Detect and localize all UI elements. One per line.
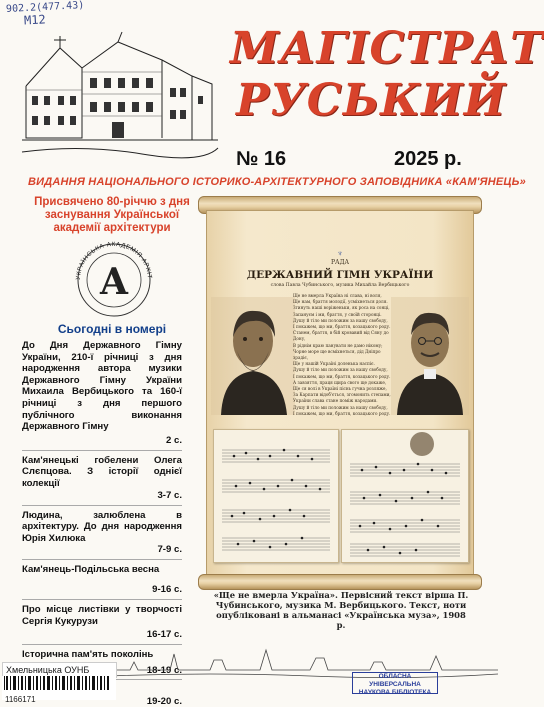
building-sketch: [22, 28, 218, 160]
anthem-line: Ще не вмерла Україна ні слава, ні воля,: [293, 293, 382, 298]
toc-heading: Сьогодні в номері: [57, 322, 167, 336]
toc-item-pages: 9-16 с.: [152, 583, 182, 595]
toc-item-title: Кам'янець-Подільська весна: [22, 564, 160, 576]
publisher-subtitle: ВИДАННЯ НАЦІОНАЛЬНОГО ІСТОРИКО-АРХІТЕКТУРНОГО ЗАПОВІДНИКА «КАМ'ЯНЕЦЬ»: [28, 176, 526, 188]
anthem-line: Ще ся волі в Україні піснь гучна розляже,: [293, 386, 387, 392]
anthem-line: В ріднім краю панувати не дамо нікому;: [293, 342, 383, 348]
anthem-line: Згинуть наші воріженьки, як роса на сонці,: [293, 305, 390, 311]
toc-item-pages: 19-20 с.: [146, 696, 182, 707]
anthem-line: Ще у нашій Україні доленька наспіє.: [293, 361, 375, 367]
dedication-text: Присвячено 80-річчю з дня заснування Української академії архітектури: [34, 196, 190, 234]
toc-item-pages: 16-17 с.: [146, 629, 182, 641]
anthem-line: За Карпати відоб'ється, згомонить степами,: [293, 392, 391, 398]
toc-item-pages: 18-19 с.: [146, 664, 182, 676]
toc-item-title: Історична пам'ять поколінь: [22, 649, 154, 661]
toc-divider: [22, 599, 182, 600]
academy-logo-letter: А: [99, 261, 129, 303]
toc-item[interactable]: [22, 340, 182, 446]
anthem-line: Станем, браття, в бій кровавий від Сяну до Дону,: [293, 330, 389, 342]
issue-year: 2025 р.: [394, 148, 462, 170]
toc-item[interactable]: [22, 564, 182, 595]
barcode-bars: [2, 676, 116, 690]
anthem-line: Чорне море ще всміхнеться, дід Дніпро зрадіє,: [293, 348, 381, 361]
issue-number: № 16: [236, 148, 287, 170]
toc-item[interactable]: [22, 510, 182, 556]
anthem-byline: слова Павла Чубинського, музика Михайла Вербицького: [270, 283, 410, 288]
anthem-verses: [293, 293, 393, 417]
anthem-line: Ще нам, браття молодії, усміхнеться доля.: [293, 299, 388, 305]
stamp-line2: НАУКОВА БІБЛІОТЕКА: [358, 689, 432, 696]
barcode-number: 1166171: [5, 695, 36, 704]
anthem-caption: «Ще не вмерла Україна». Первісний текст вірша П. Чубинського, музика М. Вербицького. Текст, ноти опубліковані в альманасі «Українська муза», 1908 р.: [213, 590, 469, 630]
academy-logo: [66, 232, 162, 322]
masthead-title-line2: РУСЬКИЙ: [236, 75, 507, 126]
handwritten-code: 902.2(477.43): [5, 0, 85, 16]
toc-divider: [22, 505, 182, 506]
anthem-line: І покажем, що ми, браття, козацького роду.: [293, 324, 391, 330]
portrait-verbytsky: [391, 297, 469, 415]
stamp-line1: ОБЛАСНА УНІВЕРСАЛЬНА: [369, 673, 421, 688]
anthem-line: І покажем, що ми, браття, козацького роду.: [293, 373, 391, 379]
toc-item[interactable]: [22, 604, 182, 640]
anthem-line: Душу й тіло ми положим за нашу свободу,: [293, 367, 388, 373]
masthead-title-line1: МАГІСТРАТ: [230, 23, 544, 74]
anthem-line: А завзяття, праця щира свого ще докаже,: [293, 379, 387, 385]
library-label: Хмельницька ОУНБ: [2, 662, 117, 678]
anthem-header: РАДА: [330, 259, 349, 266]
toc-divider: [22, 450, 182, 451]
trident-icon: ♆: [337, 249, 343, 258]
anthem-line: України слава стане поміж народами.: [293, 398, 378, 404]
toc-item-pages: 2 с.: [165, 434, 182, 446]
toc-item-title: Про місце листівки у творчості Сергія Кукурузи: [22, 603, 182, 627]
sheet-music-right: [341, 429, 469, 563]
anthem-title: ДЕРЖАВНИЙ ГІМН УКРАЇНИ: [246, 269, 434, 281]
anthem-line: Душу й тіло ми положим за нашу свободу,: [293, 404, 388, 410]
toc-item-title: Людина, залюблена в архітектуру. До дня народження Юрія Хилюка: [22, 509, 182, 544]
toc-item-pages: 3-7 с.: [157, 489, 182, 501]
toc-item-pages: 7-9 с.: [157, 544, 182, 556]
barcode: [2, 676, 116, 704]
toc-item[interactable]: [22, 455, 182, 501]
scroll-bottom-roll: [198, 574, 482, 590]
anthem-scroll: [206, 210, 474, 580]
handwritten-shelf-mark: М12: [23, 12, 47, 28]
anthem-line: Запануєм і ми, браття, у своїй сторонці.: [293, 311, 382, 317]
library-stamp: [352, 672, 438, 694]
toc-divider: [22, 559, 182, 560]
anthem-line: Душу й тіло ми положим за нашу свободу,: [293, 317, 388, 323]
city-skyline-sketch: [110, 640, 498, 678]
portrait-chubynsky: [211, 297, 295, 415]
academy-logo-ring-text: УКРАЇНСЬКА АКАДЕМІЯ АРХІТ: [74, 240, 154, 281]
toc-item-title: До Дня Державного Гімну України, 210-ї річниці з дня народження автора музики Державного Гімну України Михаила Вербицького та 160-ї річниці з дня першого публічного виконання Державного Гімну: [22, 340, 182, 433]
anthem-line: І покажем, що ми, браття, козацького роду.: [293, 410, 391, 416]
toc-item-title: Кам'янецькі гобелени Олега Слєпцова. З історії однієї колекції: [22, 454, 182, 489]
sheet-music-left: [213, 429, 339, 563]
